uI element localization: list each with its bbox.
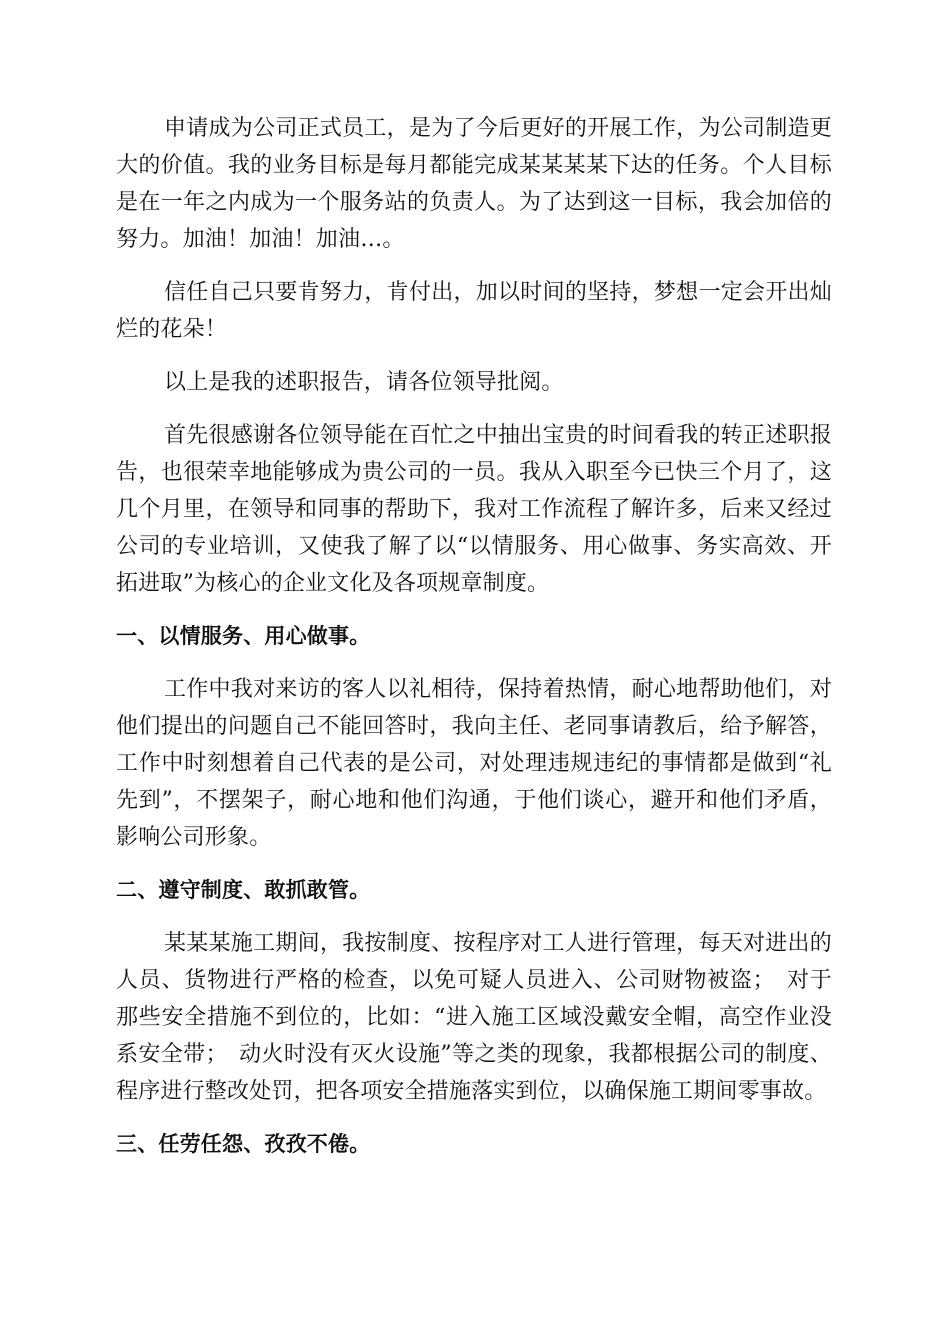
paragraph-introduction: 首先很感谢各位领导能在百忙之中抽出宝贵的时间看我的转正述职报告，也很荣幸地能够成为贵公司的一员。我从入职至今已快三个月了，这几个月里，在领导和同事的帮助下，我对工作流程了解许多，后来又经过公司的专业培训，又使我了解了以“以情服务、用心做事、务实高效、开拓进取”为核心的企业文化及各项规章制度。	[116, 423, 832, 596]
section-heading-1: 一、以情服务、用心做事。	[116, 624, 371, 648]
document-body	[116, 110, 832, 1179]
paragraph-application-goals: 申请成为公司正式员工，是为了今后更好的开展工作，为公司制造更大的价值。我的业务目标是每月都能完成某某某某下达的任务。个人目标是在一年之内成为一个服务站的负责人。为了达到这一目标，我会加倍的努力。加油！加油！加油…。	[116, 116, 832, 252]
paragraph-report-closing: 以上是我的述职报告，请各位领导批阅。	[164, 370, 564, 395]
section-1-paragraph: 工作中我对来访的客人以礼相待，保持着热情，耐心地帮助他们，对他们提出的问题自己不能回答时，我向主任、老同事请教后，给予解答，工作中时刻想着自己代表的是公司，对处理违规违纪的事情都是做到“礼先到”，不摆架子，耐心地和他们沟通，于他们谈心，避开和他们矛盾，影响公司形象。	[116, 677, 832, 850]
paragraph-self-trust: 信任自己只要肯努力，肯付出，加以时间的坚持，梦想一定会开出灿烂的花朵！	[116, 280, 832, 342]
section-2-paragraph: 某某某施工期间，我按制度、按程序对工人进行管理，每天对进出的人员、货物进行严格的检查，以免可疑人员进入、公司财物被盗； 对于那些安全措施不到位的，比如：“进入施工区域没戴安全帽，高空作业没系安全带； 动火时没有灭火设施”等之类的现象，我都根据公司的制度、程序进行整改处罚，把各项安全措施落实到位，以确保施工期间零事故。	[116, 931, 832, 1104]
section-heading-3: 三、任劳任怨、孜孜不倦。	[116, 1132, 371, 1156]
section-heading-2: 二、遵守制度、敢抓敢管。	[116, 878, 371, 902]
